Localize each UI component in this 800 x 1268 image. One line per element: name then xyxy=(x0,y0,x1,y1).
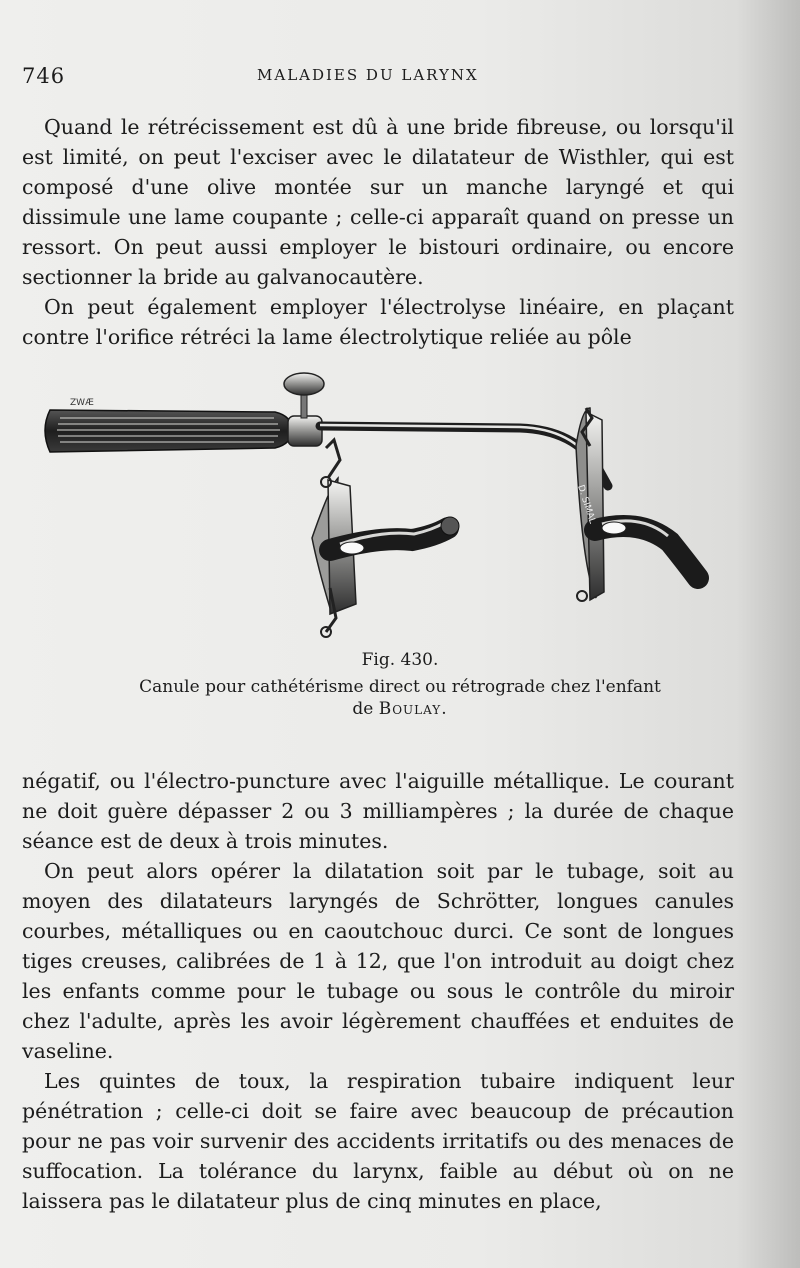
page-header xyxy=(22,64,742,94)
paragraph: Les quintes de toux, la respiration tubaire indiquent leur pénétration ; celle-ci doit se faire avec beaucoup de précaution pour ne pas voir survenir des accidents irritatifs ou des menaces de suffocation. La tolérance du larynx, faible au début où on ne laissera pas le dilatateur plus de cinq minutes en place, xyxy=(22,1069,734,1213)
paragraph: négatif, ou l'électro-puncture avec l'aiguille métallique. Le courant ne doit guère dépasser 2 ou 3 milliampères ; la durée de chaque séance est de deux à trois minutes. xyxy=(22,769,734,853)
figure-illustration xyxy=(30,368,720,648)
instrument-stamp: D. SIMAL xyxy=(575,483,598,525)
page-number: 746 xyxy=(22,64,66,88)
cannula-engraving xyxy=(30,368,720,648)
running-title: MALADIES DU LARYNX xyxy=(257,66,479,84)
paragraph: On peut également employer l'électrolyse linéaire, en plaçant contre l'orifice rétréci la lame électrolytique reliée au pôle xyxy=(22,295,734,349)
text-block-top xyxy=(22,112,734,352)
paragraph: Quand le rétrécissement est dû à une bride fibreuse, ou lorsqu'il est limité, on peut l'exciser avec le dilatateur de Wisthler, qui est composé d'une olive montée sur un manche laryngé et qui dissimule une lame coupante ; celle-ci apparaît quand on presse un ressort. On peut aussi employer le bistouri ordinaire, ou encore sectionner la bride au galvanocautère. xyxy=(22,115,734,289)
paragraph: On peut alors opérer la dilatation soit par le tubage, soit au moyen des dilatateurs laryngés de Schrötter, longues canules courbes, métalliques ou en caoutchouc durci. Ce sont de longues tiges creuses, calibrées de 1 à 12, que l'on introduit au doigt chez les enfants comme pour le tubage ou sous le contrôle du miroir chez l'adulte, après les avoir légèrement chauffées et enduites de vaseline. xyxy=(22,859,734,1063)
cannula-right xyxy=(575,408,698,601)
instrument-handle xyxy=(45,373,324,452)
figure-caption-author: Boulay. xyxy=(378,699,448,719)
figure-caption-main: Canule pour cathétérisme direct ou rétrograde chez l'enfant xyxy=(139,677,661,697)
text-block-bottom xyxy=(22,766,734,1216)
figure-caption-prefix: de xyxy=(352,699,379,719)
engraving-mark: ZWÆ xyxy=(70,398,94,408)
cannula-left xyxy=(312,440,459,637)
figure-caption xyxy=(40,676,760,720)
figure-number: Fig. 430. xyxy=(361,650,439,670)
